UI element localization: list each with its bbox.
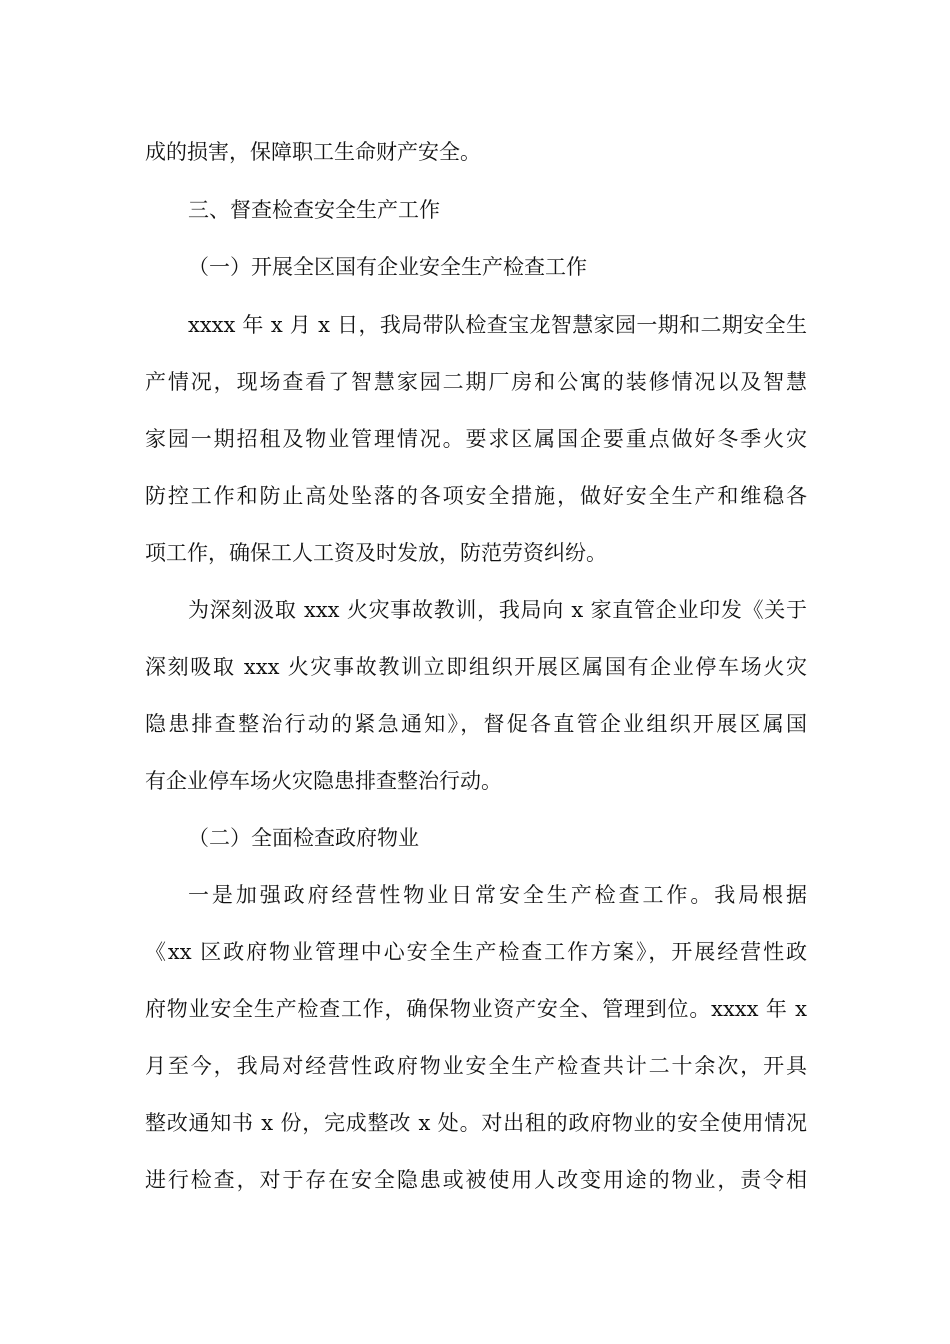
paragraph-line: 成的损害，保障职工生命财产安全。 [145,140,481,164]
paragraph-line: 防控工作和防止高处坠落的各项安全措施，做好安全生产和维稳各 [145,484,807,508]
section-heading: 三、督查检查安全生产工作 [188,198,440,222]
paragraph-line: 深刻吸取 xxx 火灾事故教训立即组织开展区属国有企业停车场火灾 [145,655,807,679]
paragraph-line: 项工作，确保工人工资及时发放，防范劳资纠纷。 [145,541,607,565]
subsection-heading: （二）全面检查政府物业 [188,826,419,850]
paragraph-line: 一是加强政府经营性物业日常安全生产检查工作。我局根据 [188,883,807,907]
paragraph-line: 府物业安全生产检查工作，确保物业资产安全、管理到位。xxxx 年 x [145,997,807,1021]
paragraph-line: 为深刻汲取 xxx 火灾事故教训，我局向 x 家直管企业印发《关于 [188,598,807,622]
paragraph-line: 整改通知书 x 份，完成整改 x 处。对出租的政府物业的安全使用情况 [145,1111,807,1135]
paragraph-line: 《xx 区政府物业管理中心安全生产检查工作方案》，开展经营性政 [145,940,807,964]
paragraph-line: 月至今，我局对经营性政府物业安全生产检查共计二十余次，开具 [145,1054,807,1078]
paragraph-line: 隐患排查整治行动的紧急通知》，督促各直管企业组织开展区属国 [145,712,807,736]
paragraph-line: 有企业停车场火灾隐患排查整治行动。 [145,769,502,793]
subsection-heading: （一）开展全区国有企业安全生产检查工作 [188,255,587,279]
paragraph-line: xxxx 年 x 月 x 日，我局带队检查宝龙智慧家园一期和二期安全生 [188,313,807,337]
paragraph-line: 进行检查，对于存在安全隐患或被使用人改变用途的物业，责令相 [145,1168,807,1192]
paragraph-line: 家园一期招租及物业管理情况。要求区属国企要重点做好冬季火灾 [145,427,807,451]
paragraph-line: 产情况，现场查看了智慧家园二期厂房和公寓的装修情况以及智慧 [145,370,807,394]
